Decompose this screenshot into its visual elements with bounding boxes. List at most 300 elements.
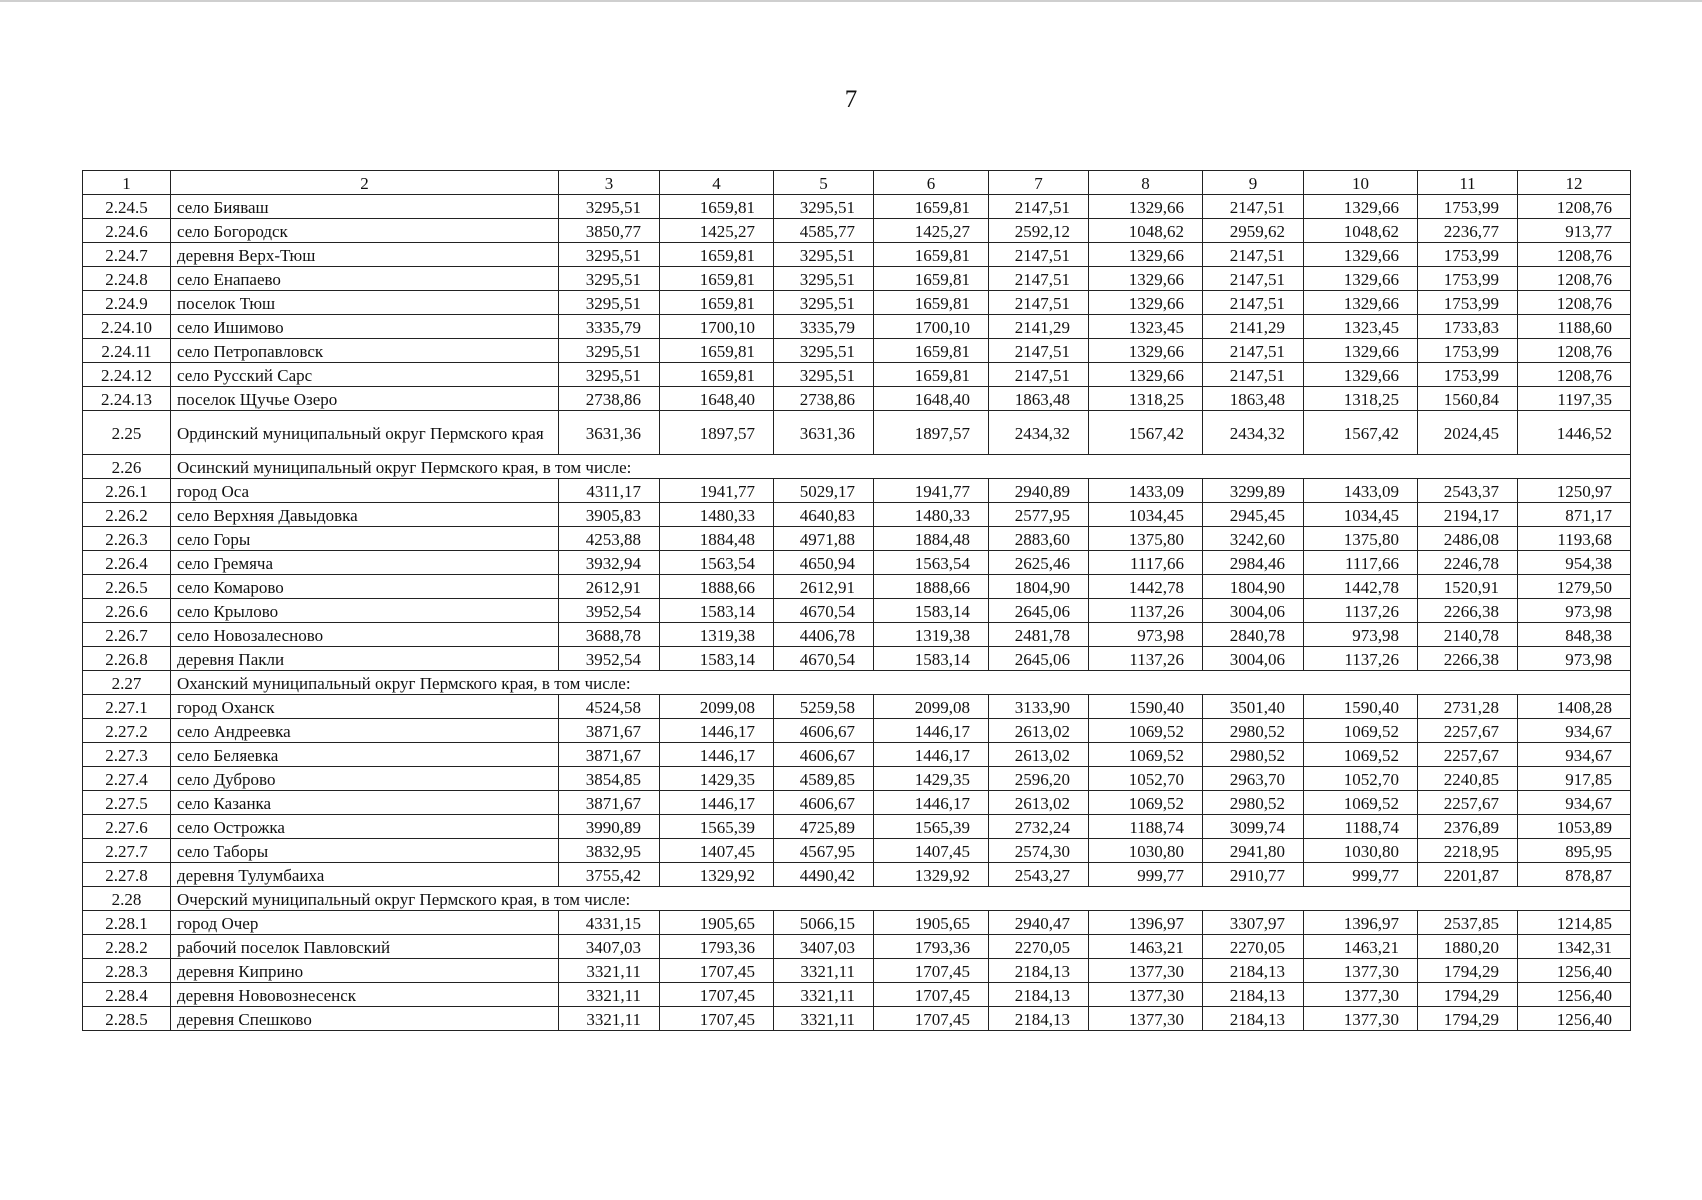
row-name: село Ишимово [171,315,559,339]
value-cell: 1069,52 [1304,743,1418,767]
value-cell: 3295,51 [559,363,660,387]
value-cell: 913,77 [1518,219,1631,243]
value-cell: 3871,67 [559,743,660,767]
value-cell: 1804,90 [989,575,1089,599]
page-number: 7 [844,86,858,113]
column-header: 2 [171,171,559,195]
value-cell: 3854,85 [559,767,660,791]
value-cell: 3952,54 [559,647,660,671]
value-cell: 2910,77 [1203,863,1304,887]
value-cell: 1897,57 [874,411,989,455]
value-cell: 2543,37 [1418,479,1518,503]
table-row [83,719,1631,743]
value-cell: 2184,13 [1203,1007,1304,1031]
value-cell: 1137,26 [1304,647,1418,671]
value-cell: 1583,14 [874,647,989,671]
table-row [83,599,1631,623]
value-cell: 1117,66 [1304,551,1418,575]
row-code: 2.24.13 [83,387,171,411]
value-cell: 1329,66 [1304,195,1418,219]
value-cell: 3321,11 [774,983,874,1007]
value-cell: 1884,48 [874,527,989,551]
table-row [83,791,1631,815]
value-cell: 2147,51 [1203,195,1304,219]
value-cell: 1659,81 [874,363,989,387]
value-cell: 2940,89 [989,479,1089,503]
value-cell: 2141,29 [989,315,1089,339]
value-cell: 1375,80 [1304,527,1418,551]
row-code: 2.26.3 [83,527,171,551]
value-cell: 2147,51 [1203,291,1304,315]
table-row [83,195,1631,219]
row-code: 2.24.12 [83,363,171,387]
value-cell: 1707,45 [874,959,989,983]
value-cell: 1446,17 [874,743,989,767]
value-cell: 1208,76 [1518,195,1631,219]
value-cell: 1208,76 [1518,363,1631,387]
value-cell: 2201,87 [1418,863,1518,887]
value-cell: 3295,51 [774,243,874,267]
column-header: 1 [83,171,171,195]
value-cell: 3871,67 [559,791,660,815]
row-code: 2.27.8 [83,863,171,887]
value-cell: 1565,39 [874,815,989,839]
value-cell: 3295,51 [774,195,874,219]
value-cell: 2147,51 [1203,363,1304,387]
value-cell: 2099,08 [660,695,774,719]
row-code: 2.24.6 [83,219,171,243]
value-cell: 4606,67 [774,791,874,815]
value-cell: 1256,40 [1518,959,1631,983]
value-cell: 3631,36 [559,411,660,455]
value-cell: 1429,35 [874,767,989,791]
row-name: село Гремяча [171,551,559,575]
value-cell: 2984,46 [1203,551,1304,575]
value-cell: 2147,51 [1203,267,1304,291]
row-code: 2.26.2 [83,503,171,527]
row-code: 2.26.1 [83,479,171,503]
value-cell: 2945,45 [1203,503,1304,527]
value-cell: 2184,13 [989,959,1089,983]
value-cell: 1659,81 [874,291,989,315]
row-name: село Беляевка [171,743,559,767]
value-cell: 1069,52 [1089,791,1203,815]
value-cell: 3905,83 [559,503,660,527]
value-cell: 1433,09 [1089,479,1203,503]
value-cell: 3295,51 [559,291,660,315]
table-row [83,647,1631,671]
value-cell: 1442,78 [1304,575,1418,599]
value-cell: 1329,66 [1304,339,1418,363]
value-cell: 954,38 [1518,551,1631,575]
value-cell: 2246,78 [1418,551,1518,575]
row-name: деревня Верх-Тюш [171,243,559,267]
table-row [83,767,1631,791]
value-cell: 3631,36 [774,411,874,455]
value-cell: 2140,78 [1418,623,1518,647]
table-row [83,291,1631,315]
value-cell: 2840,78 [1203,623,1304,647]
value-cell: 2218,95 [1418,839,1518,863]
value-cell: 1446,17 [874,719,989,743]
value-cell: 3990,89 [559,815,660,839]
value-cell: 1442,78 [1089,575,1203,599]
value-cell: 4606,67 [774,719,874,743]
value-cell: 3501,40 [1203,695,1304,719]
value-cell: 3407,03 [559,935,660,959]
column-header: 11 [1418,171,1518,195]
value-cell: 2537,85 [1418,911,1518,935]
row-name: деревня Пакли [171,647,559,671]
row-code: 2.28.2 [83,935,171,959]
value-cell: 1048,62 [1304,219,1418,243]
value-cell: 1329,66 [1304,243,1418,267]
value-cell: 1137,26 [1304,599,1418,623]
value-cell: 4331,15 [559,911,660,935]
row-name: село Бияваш [171,195,559,219]
table-row [83,959,1631,983]
row-name: село Верхняя Давыдовка [171,503,559,527]
value-cell: 1446,17 [660,791,774,815]
value-cell: 2257,67 [1418,791,1518,815]
value-cell: 4524,58 [559,695,660,719]
table-row [83,839,1631,863]
value-cell: 3407,03 [774,935,874,959]
value-cell: 1034,45 [1304,503,1418,527]
value-cell: 1480,33 [660,503,774,527]
value-cell: 1659,81 [874,195,989,219]
value-cell: 1256,40 [1518,1007,1631,1031]
table-row [83,1007,1631,1031]
value-cell: 1279,50 [1518,575,1631,599]
row-code: 2.28.4 [83,983,171,1007]
row-name: город Оса [171,479,559,503]
value-cell: 2980,52 [1203,791,1304,815]
row-code: 2.25 [83,411,171,455]
table-row [83,863,1631,887]
value-cell: 1659,81 [874,243,989,267]
value-cell: 1648,40 [874,387,989,411]
value-cell: 1329,66 [1089,195,1203,219]
value-cell: 2940,47 [989,911,1089,935]
row-code: 2.24.7 [83,243,171,267]
value-cell: 2194,17 [1418,503,1518,527]
row-name: село Петропавловск [171,339,559,363]
value-cell: 2613,02 [989,743,1089,767]
value-cell: 2141,29 [1203,315,1304,339]
value-cell: 1590,40 [1089,695,1203,719]
table-row [83,243,1631,267]
value-cell: 4650,94 [774,551,874,575]
value-cell: 1884,48 [660,527,774,551]
value-cell: 1375,80 [1089,527,1203,551]
value-cell: 4253,88 [559,527,660,551]
value-cell: 1048,62 [1089,219,1203,243]
value-cell: 3832,95 [559,839,660,863]
value-cell: 1707,45 [660,983,774,1007]
value-cell: 1250,97 [1518,479,1631,503]
value-cell: 2731,28 [1418,695,1518,719]
value-cell: 3321,11 [559,983,660,1007]
value-cell: 2596,20 [989,767,1089,791]
value-cell: 2732,24 [989,815,1089,839]
column-header: 7 [989,171,1089,195]
value-cell: 3321,11 [774,1007,874,1031]
value-cell: 1793,36 [660,935,774,959]
table-row [83,339,1631,363]
table-row [83,695,1631,719]
value-cell: 1888,66 [660,575,774,599]
value-cell: 4311,17 [559,479,660,503]
value-cell: 2266,38 [1418,599,1518,623]
value-cell: 2184,13 [989,983,1089,1007]
section-row [83,455,1631,479]
value-cell: 1659,81 [874,339,989,363]
value-cell: 1707,45 [874,983,989,1007]
value-cell: 1329,66 [1304,267,1418,291]
value-cell: 1794,29 [1418,983,1518,1007]
value-cell: 1188,74 [1089,815,1203,839]
value-cell: 1117,66 [1089,551,1203,575]
value-cell: 3295,51 [559,195,660,219]
row-name: рабочий поселок Павловский [171,935,559,959]
value-cell: 2612,91 [774,575,874,599]
value-cell: 973,98 [1089,623,1203,647]
value-cell: 1329,92 [874,863,989,887]
row-code: 2.27.4 [83,767,171,791]
value-cell: 1069,52 [1089,719,1203,743]
value-cell: 3307,97 [1203,911,1304,935]
value-cell: 934,67 [1518,743,1631,767]
value-cell: 1329,92 [660,863,774,887]
value-cell: 2257,67 [1418,719,1518,743]
table-header-row [83,171,1631,195]
value-cell: 4589,85 [774,767,874,791]
value-cell: 1208,76 [1518,339,1631,363]
value-cell: 2959,62 [1203,219,1304,243]
value-cell: 2147,51 [989,339,1089,363]
row-code: 2.26.5 [83,575,171,599]
row-code: 2.27.1 [83,695,171,719]
value-cell: 1794,29 [1418,959,1518,983]
value-cell: 1030,80 [1304,839,1418,863]
value-cell: 2738,86 [774,387,874,411]
value-cell: 4406,78 [774,623,874,647]
value-cell: 1567,42 [1089,411,1203,455]
row-code: 2.24.10 [83,315,171,339]
page-top-edge [0,0,1702,2]
table-row [83,411,1631,455]
value-cell: 1583,14 [660,599,774,623]
value-cell: 3932,94 [559,551,660,575]
value-cell: 917,85 [1518,767,1631,791]
value-cell: 1137,26 [1089,647,1203,671]
value-cell: 2486,08 [1418,527,1518,551]
value-cell: 871,17 [1518,503,1631,527]
value-cell: 4606,67 [774,743,874,767]
value-cell: 1863,48 [989,387,1089,411]
value-cell: 1329,66 [1089,339,1203,363]
value-cell: 2543,27 [989,863,1089,887]
value-cell: 1030,80 [1089,839,1203,863]
value-cell: 1323,45 [1089,315,1203,339]
row-name: деревня Киприно [171,959,559,983]
row-code: 2.28.1 [83,911,171,935]
value-cell: 4490,42 [774,863,874,887]
value-cell: 2266,38 [1418,647,1518,671]
row-name: село Крылово [171,599,559,623]
value-cell: 2147,51 [1203,339,1304,363]
value-cell: 2240,85 [1418,767,1518,791]
row-code: 2.24.8 [83,267,171,291]
value-cell: 1318,25 [1089,387,1203,411]
value-cell: 1329,66 [1089,363,1203,387]
value-cell: 1425,27 [660,219,774,243]
value-cell: 1659,81 [660,243,774,267]
value-cell: 1193,68 [1518,527,1631,551]
value-cell: 1446,17 [660,719,774,743]
value-cell: 1377,30 [1304,1007,1418,1031]
value-cell: 1563,54 [660,551,774,575]
column-header: 5 [774,171,874,195]
value-cell: 2147,51 [989,267,1089,291]
table-row [83,935,1631,959]
row-name: Очерский муниципальный округ Пермского края, в том числе: [171,887,1631,911]
section-row [83,671,1631,695]
value-cell: 1208,76 [1518,267,1631,291]
value-cell: 3295,51 [774,363,874,387]
value-cell: 1863,48 [1203,387,1304,411]
value-cell: 848,38 [1518,623,1631,647]
value-cell: 934,67 [1518,719,1631,743]
value-cell: 1520,91 [1418,575,1518,599]
value-cell: 1659,81 [874,267,989,291]
value-cell: 3321,11 [559,959,660,983]
value-cell: 1567,42 [1304,411,1418,455]
value-cell: 2980,52 [1203,743,1304,767]
value-cell: 1408,28 [1518,695,1631,719]
value-cell: 999,77 [1089,863,1203,887]
table-row [83,315,1631,339]
value-cell: 2147,51 [989,243,1089,267]
row-code: 2.24.11 [83,339,171,363]
value-cell: 1707,45 [660,1007,774,1031]
value-cell: 2184,13 [989,1007,1089,1031]
column-header: 8 [1089,171,1203,195]
row-name: деревня Спешково [171,1007,559,1031]
value-cell: 2481,78 [989,623,1089,647]
value-cell: 3295,51 [559,267,660,291]
value-cell: 3321,11 [559,1007,660,1031]
value-cell: 1377,30 [1089,983,1203,1007]
row-name: село Казанка [171,791,559,815]
value-cell: 1053,89 [1518,815,1631,839]
value-cell: 1377,30 [1304,983,1418,1007]
value-cell: 4670,54 [774,599,874,623]
value-cell: 2434,32 [989,411,1089,455]
value-cell: 1463,21 [1089,935,1203,959]
row-code: 2.27.3 [83,743,171,767]
value-cell: 3335,79 [559,315,660,339]
value-cell: 1753,99 [1418,291,1518,315]
value-cell: 4670,54 [774,647,874,671]
value-cell: 1319,38 [874,623,989,647]
value-cell: 1329,66 [1304,363,1418,387]
table-row [83,983,1631,1007]
value-cell: 1069,52 [1089,743,1203,767]
row-name: село Таборы [171,839,559,863]
value-cell: 2574,30 [989,839,1089,863]
value-cell: 3004,06 [1203,599,1304,623]
value-cell: 2963,70 [1203,767,1304,791]
value-cell: 4585,77 [774,219,874,243]
value-cell: 1707,45 [660,959,774,983]
value-cell: 2270,05 [1203,935,1304,959]
value-cell: 5066,15 [774,911,874,935]
table-row [83,503,1631,527]
value-cell: 1880,20 [1418,935,1518,959]
value-cell: 3321,11 [774,959,874,983]
value-cell: 1446,52 [1518,411,1631,455]
value-cell: 3871,67 [559,719,660,743]
value-cell: 1318,25 [1304,387,1418,411]
value-cell: 1565,39 [660,815,774,839]
table-row [83,267,1631,291]
value-cell: 1377,30 [1089,1007,1203,1031]
table-row [83,623,1631,647]
row-name: село Комарово [171,575,559,599]
value-cell: 2147,51 [989,363,1089,387]
value-cell: 3004,06 [1203,647,1304,671]
table-row [83,219,1631,243]
value-cell: 4567,95 [774,839,874,863]
column-header: 6 [874,171,989,195]
value-cell: 1052,70 [1304,767,1418,791]
value-cell: 2184,13 [1203,983,1304,1007]
value-cell: 3242,60 [1203,527,1304,551]
value-cell: 1197,35 [1518,387,1631,411]
value-cell: 1480,33 [874,503,989,527]
table-body [83,171,1631,1031]
value-cell: 4971,88 [774,527,874,551]
value-cell: 1648,40 [660,387,774,411]
row-name: село Новозалесново [171,623,559,647]
value-cell: 2270,05 [989,935,1089,959]
value-cell: 1905,65 [660,911,774,935]
value-cell: 2236,77 [1418,219,1518,243]
row-name: Оханский муниципальный округ Пермского края, в том числе: [171,671,1631,695]
value-cell: 1659,81 [660,267,774,291]
value-cell: 2612,91 [559,575,660,599]
value-cell: 2613,02 [989,791,1089,815]
value-cell: 2434,32 [1203,411,1304,455]
value-cell: 1407,45 [660,839,774,863]
row-name: село Андреевка [171,719,559,743]
value-cell: 1188,60 [1518,315,1631,339]
value-cell: 1433,09 [1304,479,1418,503]
value-cell: 2147,51 [989,291,1089,315]
value-cell: 2577,95 [989,503,1089,527]
value-cell: 2980,52 [1203,719,1304,743]
value-cell: 3295,51 [559,243,660,267]
value-cell: 1377,30 [1304,959,1418,983]
value-cell: 878,87 [1518,863,1631,887]
value-cell: 1407,45 [874,839,989,863]
value-cell: 3952,54 [559,599,660,623]
row-name: Ординский муниципальный округ Пермского края [171,411,559,455]
value-cell: 1794,29 [1418,1007,1518,1031]
value-cell: 2645,06 [989,599,1089,623]
